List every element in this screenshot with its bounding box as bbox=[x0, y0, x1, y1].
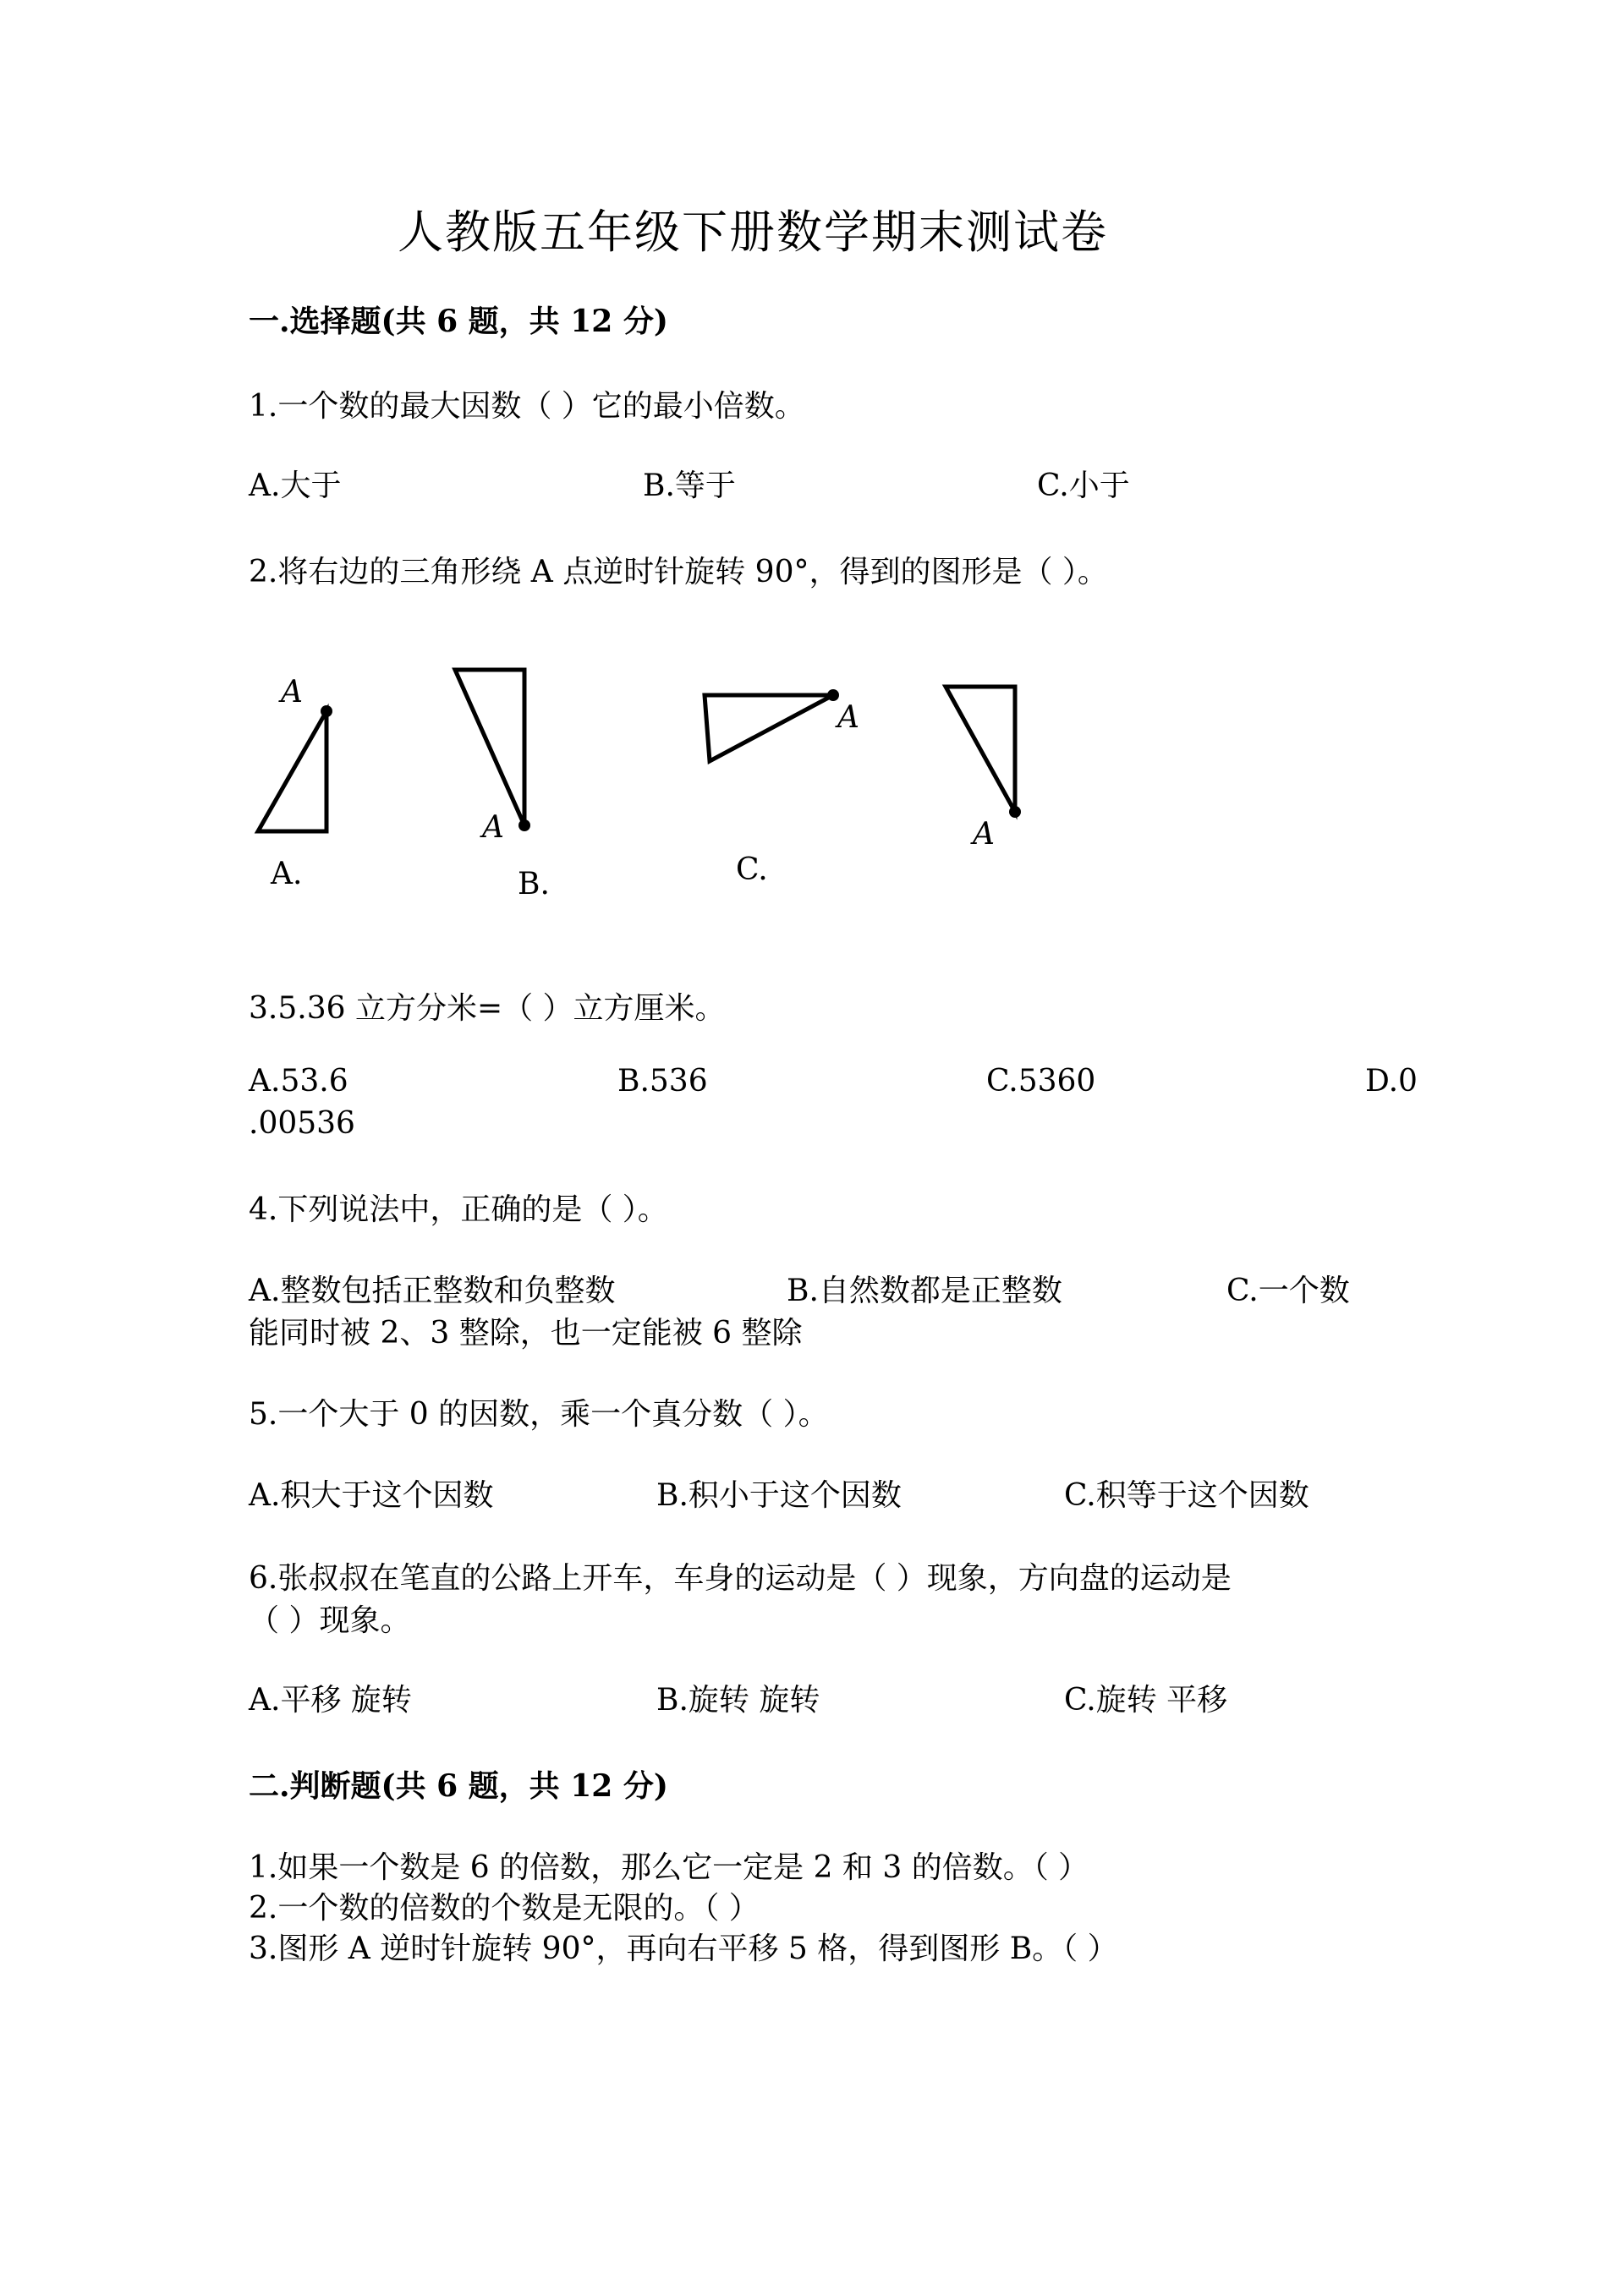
q5-option-c: C.积等于这个因数 bbox=[1064, 1478, 1309, 1513]
point-original-label: A bbox=[973, 817, 995, 852]
question-3: 3.5.36 立方分米=（ ）立方厘米。 bbox=[249, 991, 726, 1026]
q3-option-d-wrap: .00536 bbox=[249, 1106, 355, 1141]
q5-option-b: B.积小于这个因数 bbox=[656, 1478, 902, 1513]
triangle-option-a bbox=[258, 711, 326, 831]
triangle-options-figure bbox=[245, 660, 888, 913]
option-c-label: C. bbox=[736, 852, 768, 887]
question-6-line-1: 6.张叔叔在笔直的公路上开车，车身的运动是（ ）现象，方向盘的运动是 bbox=[249, 1561, 1232, 1596]
q6-option-a: A.平移 旋转 bbox=[249, 1683, 412, 1718]
q1-option-c: C.小于 bbox=[1037, 469, 1130, 503]
triangle-original bbox=[930, 677, 1049, 863]
question-4: 4.下列说法中，正确的是（ ）。 bbox=[249, 1192, 668, 1227]
q3-option-a: A.53.6 bbox=[249, 1064, 348, 1099]
q3-option-c: C.5360 bbox=[986, 1064, 1096, 1099]
question-1: 1.一个数的最大因数（ ）它的最小倍数。 bbox=[249, 389, 805, 424]
point-a-label: A bbox=[281, 675, 303, 710]
q3-option-b: B.536 bbox=[617, 1064, 708, 1099]
q1-option-a: A.大于 bbox=[249, 469, 342, 503]
q4-option-c: C.一个数 bbox=[1226, 1274, 1350, 1308]
section-choice-heading: 一.选择题(共 6 题，共 12 分) bbox=[249, 304, 668, 339]
point-b-dot bbox=[518, 819, 530, 831]
q4-option-b: B.自然数都是正整数 bbox=[787, 1274, 1062, 1308]
judge-question-3: 3.图形 A 逆时针旋转 90°，再向右平移 5 格，得到图形 B。（ ） bbox=[249, 1932, 1118, 1966]
q6-option-c: C.旋转 平移 bbox=[1064, 1683, 1228, 1718]
point-a-dot bbox=[321, 705, 332, 717]
point-c-label: A bbox=[837, 700, 859, 735]
triangle-option-b bbox=[455, 670, 524, 825]
option-b-label: B. bbox=[518, 867, 550, 901]
point-b-label: A bbox=[482, 810, 504, 845]
judge-question-1: 1.如果一个数是 6 的倍数，那么它一定是 2 和 3 的倍数。（ ） bbox=[249, 1850, 1089, 1885]
q3-option-d: D.0 bbox=[1365, 1064, 1418, 1099]
q5-option-a: A.积大于这个因数 bbox=[249, 1478, 494, 1513]
question-5: 5.一个大于 0 的因数，乘一个真分数（ ）。 bbox=[249, 1397, 829, 1432]
section-judge-heading: 二.判断题(共 6 题，共 12 分) bbox=[249, 1768, 668, 1804]
question-2: 2.将右边的三角形绕 A 点逆时针旋转 90°，得到的图形是（ ）。 bbox=[249, 555, 1108, 589]
q4-option-c-wrap: 能同时被 2、3 整除，也一定能被 6 整除 bbox=[249, 1316, 803, 1351]
page-title: 人教版五年级下册数学期末测试卷 bbox=[398, 205, 1108, 259]
q4-option-a: A.整数包括正整数和负整数 bbox=[249, 1274, 616, 1308]
judge-question-2: 2.一个数的倍数的个数是无限的。（ ） bbox=[249, 1891, 760, 1926]
question-6-line-2: （ ）现象。 bbox=[249, 1603, 411, 1638]
triangle-option-c bbox=[705, 695, 833, 761]
point-c-dot bbox=[827, 689, 839, 701]
q1-option-b: B.等于 bbox=[643, 469, 736, 503]
q6-option-b: B.旋转 旋转 bbox=[656, 1683, 820, 1718]
option-a-label: A. bbox=[271, 857, 303, 891]
